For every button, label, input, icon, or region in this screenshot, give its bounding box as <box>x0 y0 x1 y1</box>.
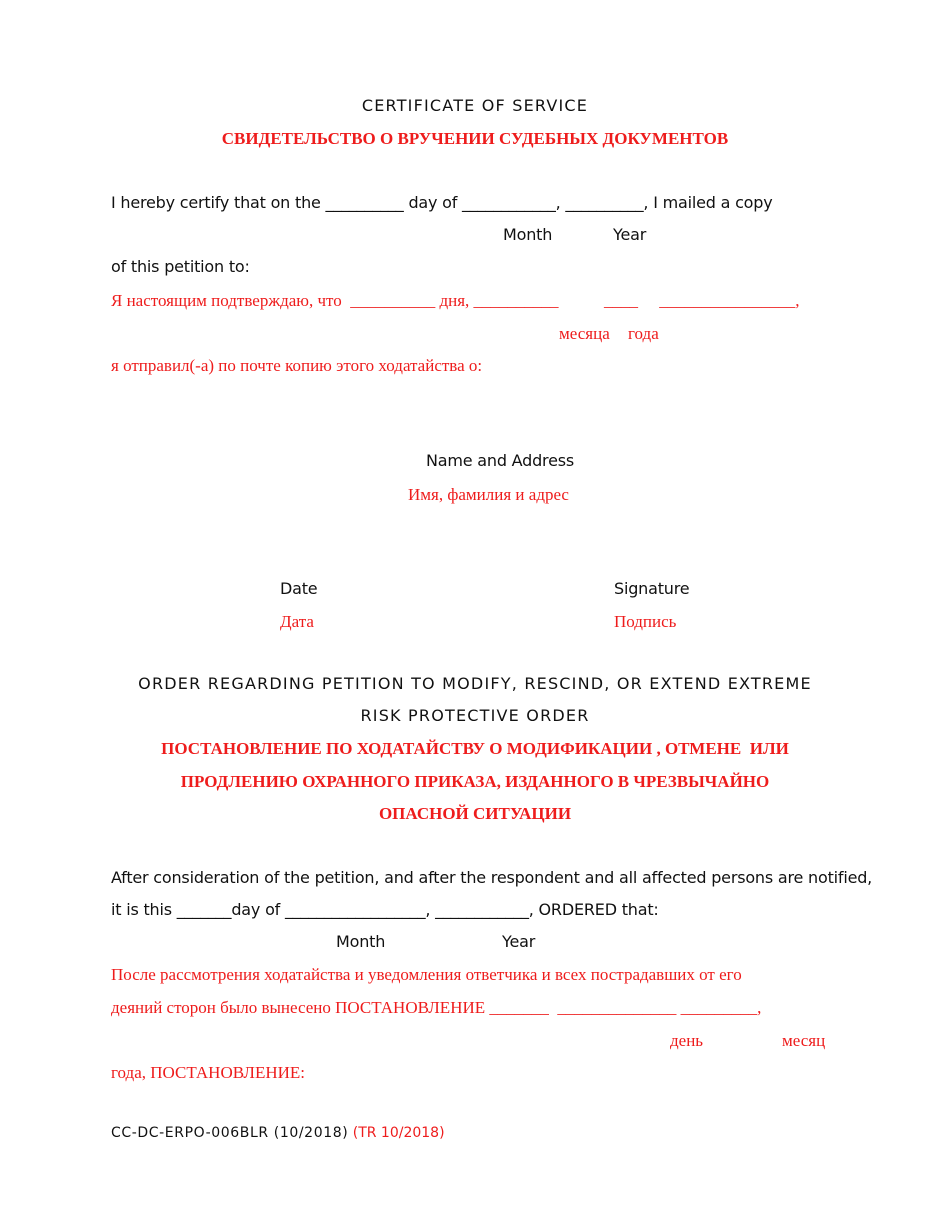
date-label-ru: Дата <box>280 612 314 631</box>
order-month-label: Month <box>336 932 386 951</box>
name-address-label: Name and Address <box>426 451 574 470</box>
order-year-label: Year <box>502 932 536 951</box>
order-paragraph-line-2: it is this _______day of __________________, ____________, ORDERED that: <box>111 900 659 919</box>
order-paragraph-ru-3: года, ПОСТАНОВЛЕНИЕ: <box>111 1063 305 1082</box>
certify-line-ru: Я настоящим подтверждаю, что __________ дня, __________ <box>111 291 559 310</box>
signature-line: __________________________________ <box>502 551 806 565</box>
order-title-ru-2: ПРОДЛЕНИЮ ОХРАННОГО ПРИКАЗА, ИЗДАННОГО В ЧРЕЗВЫЧАЙНО <box>180 772 770 791</box>
translation-code: (TR 10/2018) <box>352 1125 445 1141</box>
order-paragraph-ru-2: деяний сторон было вынесено ПОСТАНОВЛЕНИЕ _______ ______________ _________, <box>111 998 762 1017</box>
month-label-ru: месяца <box>559 324 610 343</box>
address-line-2: ______________________________________________________________________ <box>111 422 737 436</box>
order-title-en-1: ORDER REGARDING PETITION TO MODIFY, RESCIND, OR EXTEND EXTREME <box>138 674 812 693</box>
year-label-ru: года <box>628 324 659 343</box>
order-paragraph-line-1: After consideration of the petition, and after the respondent and all affected persons are notified, <box>111 868 873 887</box>
year-label: Year <box>613 225 647 244</box>
certify-line-ru-tail: ____ ________________, <box>604 291 800 310</box>
month-label: Month <box>503 225 553 244</box>
order-month-label-ru: месяц <box>782 1031 826 1050</box>
petition-to-label: of this petition to: <box>111 257 250 276</box>
certificate-title-ru: СВИДЕТЕЛЬСТВО О ВРУЧЕНИИ СУДЕБНЫХ ДОКУМЕНТОВ <box>221 129 729 148</box>
signature-label-ru: Подпись <box>614 612 677 631</box>
certificate-title-en: CERTIFICATE OF SERVICE <box>361 96 589 115</box>
certify-line: I hereby certify that on the __________ day of ____________, __________, I mailed a copy <box>111 193 773 212</box>
order-day-label-ru: день <box>670 1031 704 1050</box>
order-paragraph-ru-1: После рассмотрения ходатайства и уведомления ответчика и всех пострадавших от его <box>111 965 742 984</box>
form-code: CC-DC-ERPO-006BLR (10/2018) <box>111 1125 349 1141</box>
order-title-ru-1: ПОСТАНОВЛЕНИЕ ПО ХОДАТАЙСТВУ О МОДИФИКАЦИИ , ОТМЕНЕ ИЛИ <box>161 739 789 758</box>
petition-to-ru: я отправил(-а) по почте копию этого ходатайства о: <box>111 356 483 375</box>
form-footer <box>111 1126 445 1140</box>
date-signature-line: ___________________________________ <box>111 551 424 565</box>
address-line-1: ______________________________________________________________________ <box>111 390 737 404</box>
order-title-ru-3: ОПАСНОЙ СИТУАЦИИ <box>378 804 572 823</box>
date-label: Date <box>280 579 318 598</box>
order-title-en-2: RISK PROTECTIVE ORDER <box>360 706 590 725</box>
signature-label: Signature <box>614 579 690 598</box>
name-address-label-ru: Имя, фамилия и адрес <box>408 485 569 504</box>
